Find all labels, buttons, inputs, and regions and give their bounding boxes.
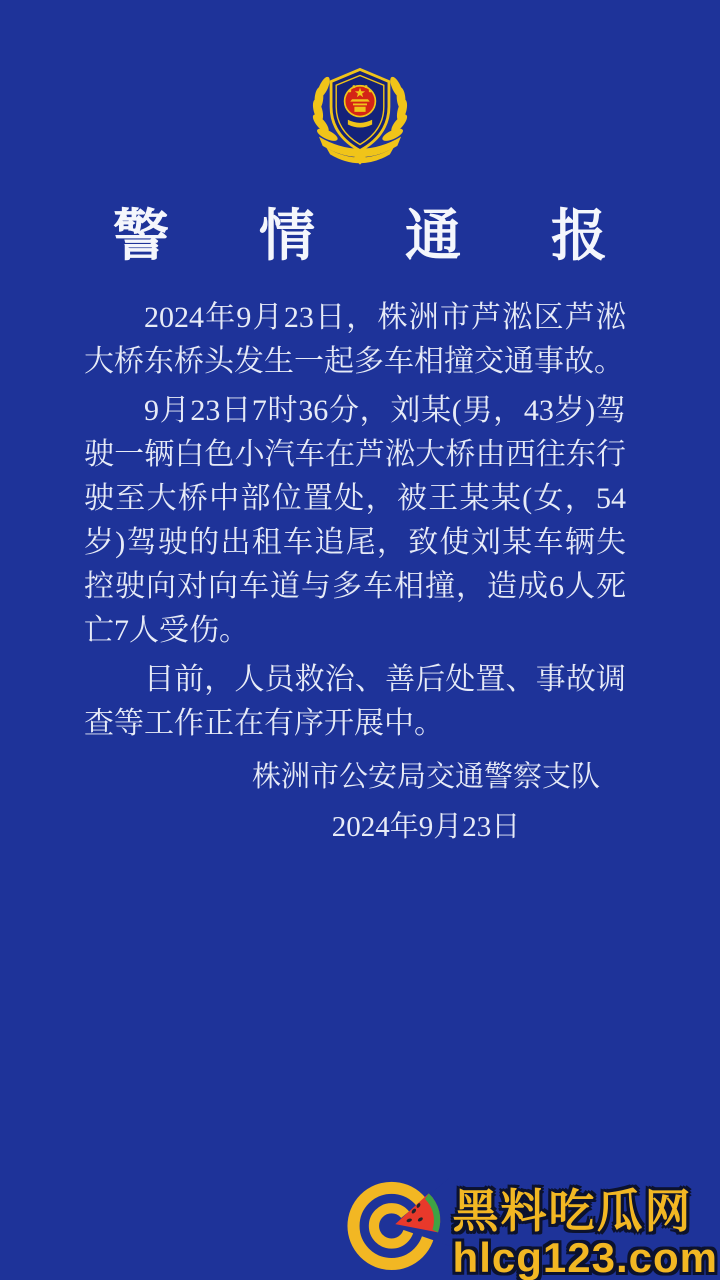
watermark-site-name: 黑料吃瓜网 [452,1185,693,1237]
watermelon-logo-icon [347,1170,451,1280]
notice-title-text: 警 情 通 报 [113,206,645,268]
notice-paragraph: 2024年9月23日，株洲市芦淞区芦淞大桥东桥头发生一起多车相撞交通事故。 [84,301,626,378]
police-badge-icon [304,58,416,176]
issuing-authority: 株洲市公安局交通警察支队 [251,761,601,793]
issue-date: 2024年9月23日 [331,811,521,843]
watermark-text [453,1186,718,1280]
notice-paragraph: 9月23日7时36分，刘某(男，43岁)驾驶一辆白色小汽车在芦淞大桥由西往东行驶至大桥中部位置处，被王某某(女，54岁)驾驶的出租车追尾，致使刘某车辆失控驶向对向车道与多车相撞，造成6人死亡7人受伤。 [84,394,626,647]
police-badge-emblem [304,58,416,178]
watermark-site-url: hlcg123.com [452,1234,718,1280]
site-watermark [347,1170,718,1280]
notice-title [0,202,720,272]
notice-body [84,296,626,751]
notice-paragraph: 目前，人员救治、善后处置、事故调查等工作正在有序开展中。 [84,663,626,740]
signature-block [252,752,600,852]
